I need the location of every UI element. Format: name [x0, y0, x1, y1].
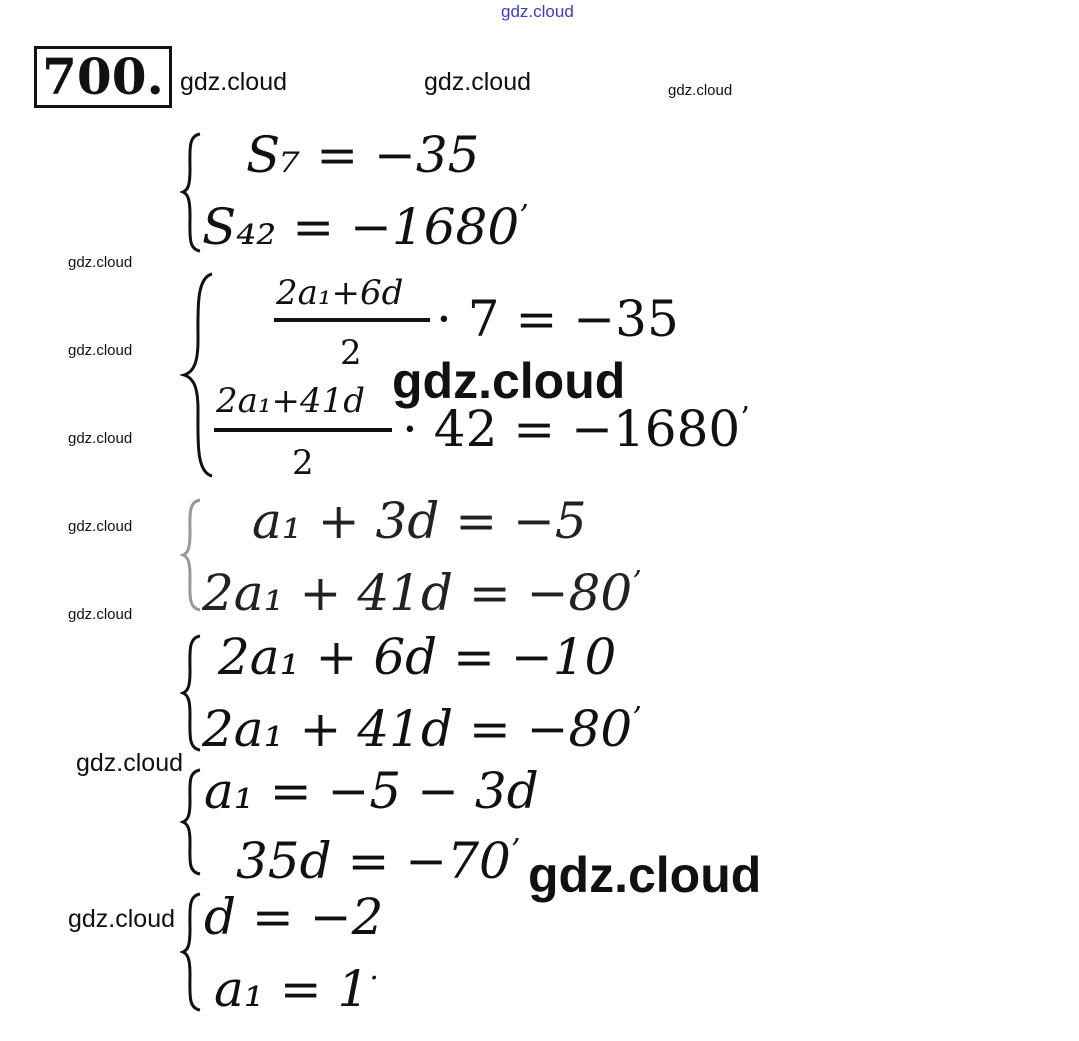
- fraction-bar: [274, 318, 430, 322]
- equation-rest: · 42 = −1680’: [402, 400, 750, 458]
- fraction-numerator: 2a₁+41d: [216, 381, 366, 421]
- equation-system-5: [180, 762, 580, 890]
- equation-system-1: [180, 126, 580, 260]
- watermark: gdz.cloud: [76, 749, 184, 777]
- equation-line: d = −2: [204, 888, 384, 946]
- left-brace-icon: [180, 632, 204, 754]
- equation-line: 2a₁ + 6d = −10: [218, 628, 617, 686]
- left-brace-icon: [180, 496, 204, 614]
- task-number-box: [34, 46, 172, 108]
- equation-line: a₁ = 1·: [214, 960, 379, 1018]
- left-brace-icon: [180, 890, 204, 1014]
- watermark: gdz.cloud: [68, 518, 133, 535]
- watermark: gdz.cloud: [68, 905, 176, 933]
- equation-line: 35d = −70’: [236, 832, 521, 890]
- left-brace-icon: [180, 766, 204, 878]
- equation-line: S₇ = −35: [246, 126, 480, 184]
- equation-rest: · 7 = −35: [436, 290, 679, 348]
- left-brace-icon: [180, 270, 216, 480]
- fraction-bar: [214, 428, 392, 432]
- watermark: gdz.cloud: [68, 430, 133, 447]
- watermark: gdz.cloud: [68, 254, 133, 271]
- watermark: gdz.cloud: [68, 606, 133, 623]
- equation-line: 2a₁ + 41d = −80’: [202, 564, 642, 622]
- left-brace-icon: [180, 130, 204, 255]
- equation-line: S₄₂ = −1680’: [202, 198, 529, 256]
- watermark-large: gdz.cloud: [392, 353, 626, 409]
- watermark-top: gdz.cloud: [501, 2, 574, 21]
- watermark: gdz.cloud: [668, 82, 733, 99]
- fraction-numerator: 2a₁+6d: [276, 273, 404, 313]
- equation-system-6: [180, 890, 480, 1020]
- task-number: 700.: [42, 47, 164, 106]
- watermark-large: gdz.cloud: [528, 847, 762, 903]
- fraction-denominator: 2: [292, 443, 314, 483]
- fraction-denominator: 2: [340, 333, 362, 373]
- watermark: gdz.cloud: [180, 68, 288, 96]
- equation-system-3: [180, 492, 680, 622]
- equation-system-4: [180, 628, 680, 758]
- equation-line: a₁ = −5 − 3d: [204, 762, 539, 820]
- equation-line: 2a₁ + 41d = −80’: [202, 700, 642, 758]
- watermark: gdz.cloud: [68, 342, 133, 359]
- equation-line: a₁ + 3d = −5: [252, 492, 587, 550]
- watermark: gdz.cloud: [424, 68, 532, 96]
